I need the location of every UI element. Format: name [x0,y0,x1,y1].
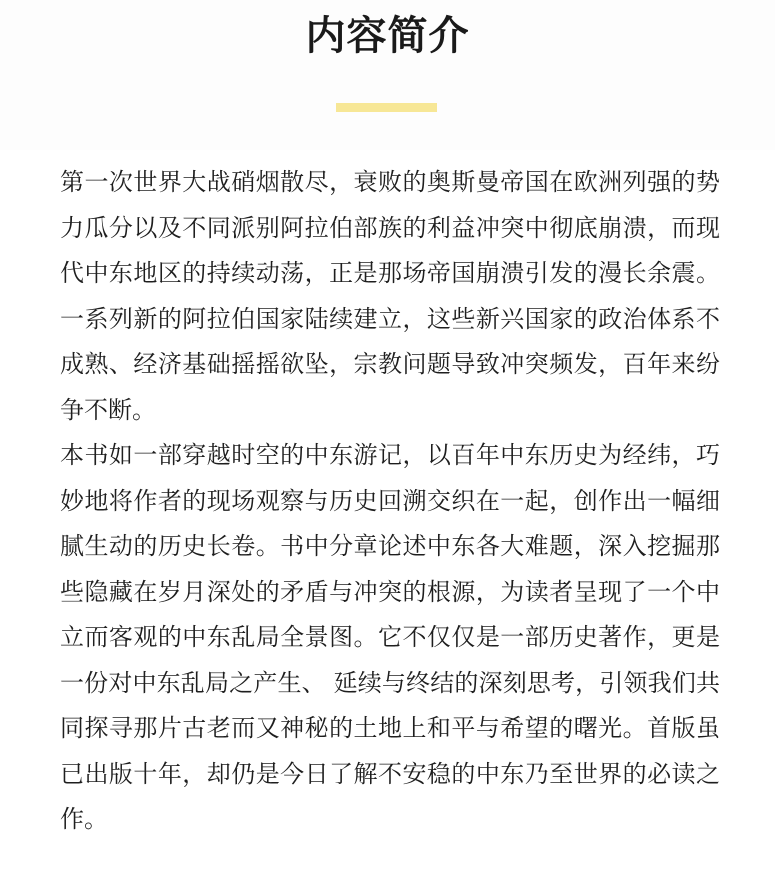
book-summary [60,160,720,843]
page-title: 内容简介 [305,13,470,59]
summary-paragraph-1: 第一次世界大战硝烟散尽，衰败的奥斯曼帝国在欧洲列强的势力瓜分以及不同派别阿拉伯部族的利益冲突中彻底崩溃，而现代中东地区的持续动荡，正是那场帝国崩溃引发的漫长余震。一系列新的阿拉伯国家陆续建立，这些新兴国家的政治体系不成熟、经济基础摇摇欲坠，宗教问题导致冲突频发，百年来纷争不断。 [60,168,720,424]
title-underline-decoration [336,103,437,112]
summary-paragraph-2: 本书如一部穿越时空的中东游记，以百年中东历史为经纬，巧妙地将作者的现场观察与历史回溯交织在一起，创作出一幅细腻生动的历史长卷。书中分章论述中东各大难题，深入挖掘那些隐藏在岁月深处的矛盾与冲突的根源，为读者呈现了一个中立而客观的中东乱局全景图。它不仅仅是一部历史著作，更是一份对中东乱局之产生、 延续与终结的深刻思考，引领我们共同探寻那片古老而又神秘的土地上和平与希望的曙光。首版虽已出版十年，却仍是今日了解不安稳的中东乃至世界的必读之作。 [60,441,720,833]
header-section [0,0,775,150]
